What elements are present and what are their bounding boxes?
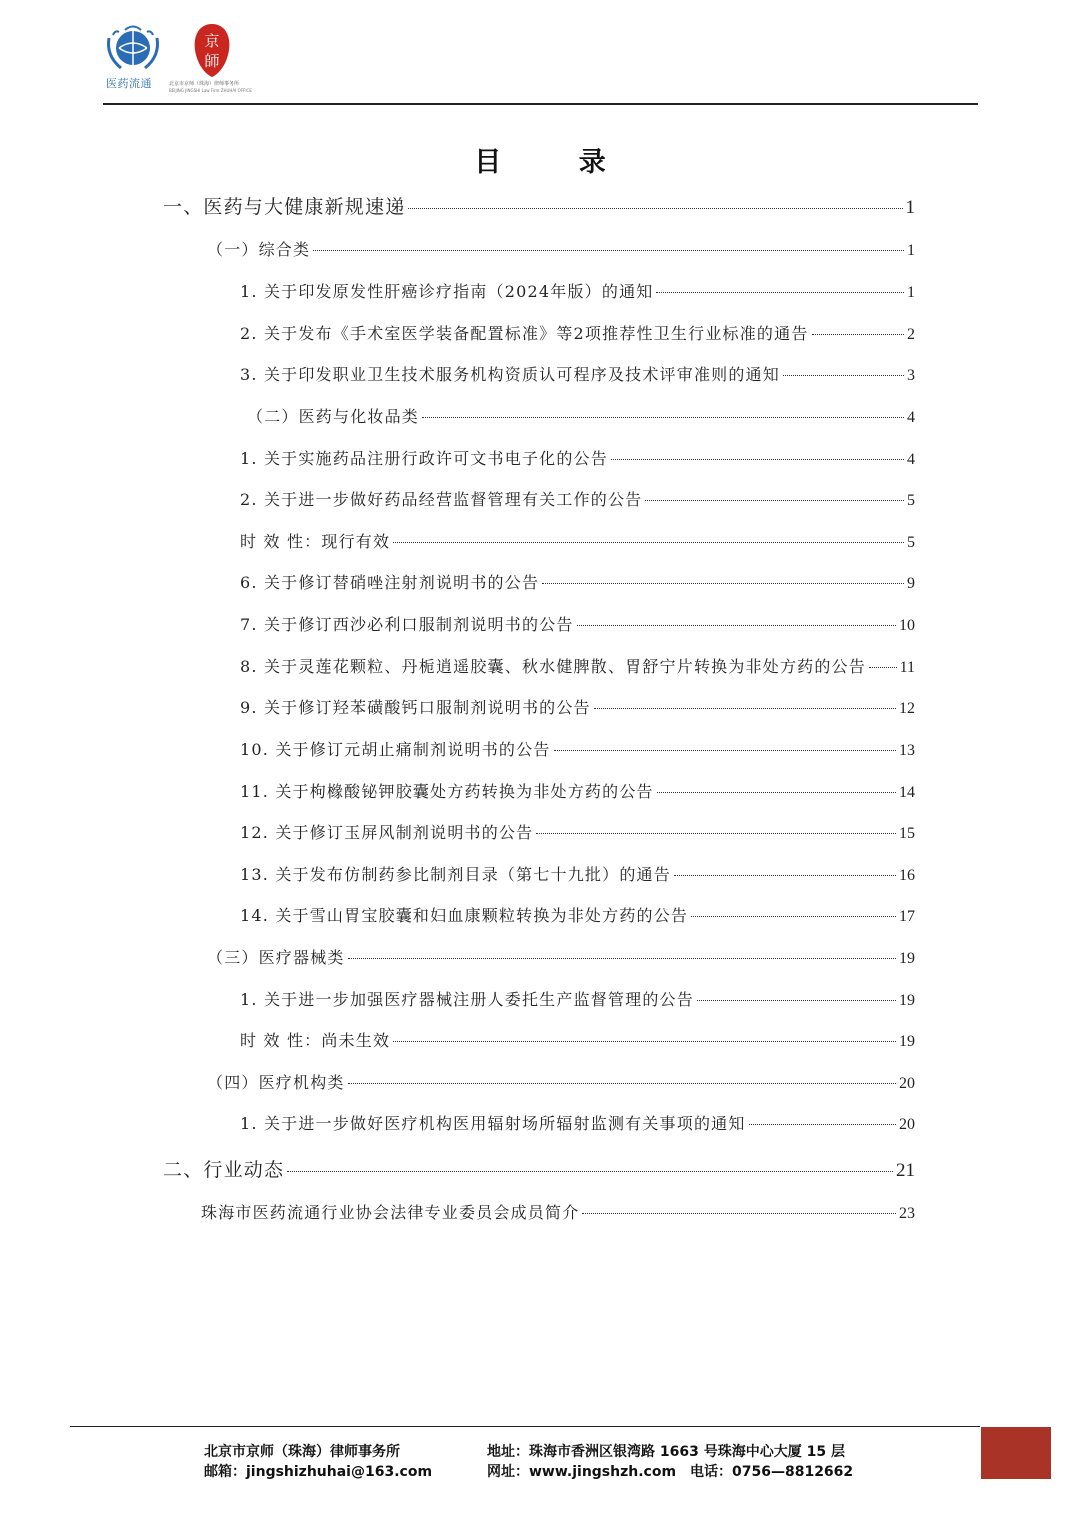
toc-entry[interactable]: [240, 487, 915, 513]
toc-page-number: 19: [899, 950, 915, 967]
toc-entry[interactable]: [207, 945, 915, 971]
toc-page-number: 16: [899, 867, 915, 884]
toc-leader: [594, 708, 896, 709]
toc-leader: [577, 625, 896, 626]
toc-entry-text: 8. 关于灵莲花颗粒、丹栀逍遥胶囊、秋水健脾散、胃舒宁片转换为非处方药的公告: [240, 657, 866, 676]
footer-divider: [70, 1426, 980, 1427]
toc-entry-text: 11. 关于枸橼酸铋钾胶囊处方药转换为非处方药的公告: [240, 782, 654, 801]
toc-page-number: 23: [899, 1205, 915, 1222]
toc-leader: [783, 375, 904, 376]
toc-entry-text: 1. 关于印发原发性肝癌诊疗指南（2024年版）的通知: [240, 282, 654, 301]
toc-entry-text: 10. 关于修订元胡止痛制剂说明书的公告: [240, 740, 551, 759]
toc-leader: [697, 1000, 896, 1001]
toc-page-number: 19: [899, 992, 915, 1009]
toc-entry[interactable]: [163, 192, 915, 218]
toc-entry-text: （四）医疗机构类: [207, 1073, 345, 1092]
toc-entry-text: 一、医药与大健康新规速递: [163, 196, 406, 218]
toc-leader: [422, 417, 904, 418]
toc-leader: [656, 292, 904, 293]
toc-page-number: 1: [907, 284, 915, 301]
toc-leader: [287, 1171, 893, 1172]
toc-entry[interactable]: [247, 404, 915, 430]
toc-entry[interactable]: [240, 362, 915, 388]
toc-leader: [393, 542, 904, 543]
law-firm-seal-icon: [191, 22, 233, 78]
toc-leader: [674, 875, 896, 876]
footer-firm-name: 北京市京师（珠海）律师事务所: [204, 1444, 400, 1460]
toc-page-number: 1: [907, 242, 915, 259]
toc-entry[interactable]: [163, 1155, 915, 1181]
toc-entry[interactable]: [240, 1111, 915, 1137]
footer-website: 网址：www.jingshzh.com: [487, 1464, 677, 1480]
toc-page-number: 4: [907, 451, 915, 468]
toc-entry[interactable]: [240, 654, 915, 680]
toc-page-number: 20: [899, 1075, 915, 1092]
toc-entry[interactable]: [240, 779, 915, 805]
toc-leader: [348, 958, 896, 959]
toc-entry-text: 6. 关于修订替硝唑注射剂说明书的公告: [240, 573, 540, 592]
toc-entry-text: （三）医疗器械类: [207, 948, 345, 967]
toc-entry-text: 时 效 性：尚未生效: [240, 1031, 391, 1050]
toc-leader: [611, 459, 904, 460]
svg-text:師: 師: [204, 52, 220, 70]
toc-entry[interactable]: [207, 1070, 915, 1096]
toc-entry[interactable]: [240, 737, 915, 763]
footer-email: 邮箱：jingshizhuhai@163.com: [204, 1464, 433, 1480]
toc-page-number: 17: [899, 908, 915, 925]
toc-entry-text: 1. 关于进一步做好医疗机构医用辐射场所辐射监测有关事项的通知: [240, 1114, 746, 1133]
toc-entry[interactable]: [240, 612, 915, 638]
toc-entry[interactable]: [240, 987, 915, 1013]
logo-left-text: 医药流通: [106, 77, 152, 90]
toc-entry[interactable]: [240, 446, 915, 472]
toc-leader: [869, 667, 897, 668]
header-divider: [103, 103, 978, 105]
toc-entry[interactable]: [240, 570, 915, 596]
toc-leader: [348, 1083, 896, 1084]
toc-page-number: 21: [896, 1160, 915, 1181]
toc-entry-text: 3. 关于印发职业卫生技术服务机构资质认可程序及技术评审准则的通知: [240, 365, 780, 384]
toc-leader: [657, 792, 896, 793]
toc-entry[interactable]: [201, 1200, 915, 1226]
toc-entry[interactable]: [240, 321, 915, 347]
toc-leader: [582, 1213, 896, 1214]
footer-address: 地址：珠海市香洲区银湾路 1663 号珠海中心大厦 15 层: [487, 1444, 845, 1460]
toc-entry[interactable]: [240, 279, 915, 305]
toc-leader: [542, 583, 904, 584]
toc-entry-text: （二）医药与化妆品类: [247, 407, 420, 426]
toc-title: 目 录: [474, 147, 640, 178]
toc-leader: [408, 208, 902, 209]
toc-page-number: 19: [899, 1033, 915, 1050]
toc-page-number: 5: [907, 534, 915, 551]
toc-entry[interactable]: [240, 820, 915, 846]
toc-entry-text: 12. 关于修订玉屏风制剂说明书的公告: [240, 823, 534, 842]
toc-entry-text: 二、行业动态: [163, 1159, 285, 1181]
toc-entry-text: 13. 关于发布仿制药参比制剂目录（第七十九批）的通告: [240, 865, 671, 884]
toc-entry-text: 2. 关于进一步做好药品经营监督管理有关工作的公告: [240, 490, 643, 509]
toc-leader: [393, 1041, 896, 1042]
toc-leader: [812, 334, 904, 335]
logo-caption-cn: 北京市京师（珠海）律师事务所: [169, 81, 240, 87]
toc-page-number: 1: [905, 197, 915, 218]
toc-page-number: 15: [899, 825, 915, 842]
toc-leader: [749, 1124, 896, 1125]
toc-entry-text: 7. 关于修订西沙必利口服制剂说明书的公告: [240, 615, 574, 634]
toc-entry-text: 时 效 性：现行有效: [240, 532, 391, 551]
footer-phone: 电话：0756—8812662: [690, 1464, 854, 1480]
toc-page-number: 3: [907, 367, 915, 384]
toc-page-number: 2: [907, 326, 915, 343]
toc-entry[interactable]: [207, 237, 915, 263]
toc-entry-text: 14. 关于雪山胃宝胶囊和妇血康颗粒转换为非处方药的公告: [240, 906, 689, 925]
toc-page-number: 9: [907, 575, 915, 592]
toc-page-number: 12: [899, 700, 915, 717]
logo-caption-en: BEIJING JINGSHI Law Firm ZHUHAI OFFICE: [169, 88, 252, 93]
toc-entry[interactable]: [240, 862, 915, 888]
toc-leader: [645, 500, 904, 501]
footer-accent-block: [981, 1427, 1051, 1479]
svg-text:京: 京: [204, 32, 220, 50]
toc-entry[interactable]: [240, 903, 915, 929]
toc-leader: [536, 833, 896, 834]
toc-leader: [313, 250, 904, 251]
toc-leader: [691, 916, 896, 917]
toc-leader: [554, 750, 896, 751]
toc-entry-text: 9. 关于修订羟苯磺酸钙口服制剂说明书的公告: [240, 698, 591, 717]
toc-entry-text: 珠海市医药流通行业协会法律专业委员会成员简介: [201, 1203, 580, 1222]
toc-page-number: 13: [899, 742, 915, 759]
toc-page-number: 20: [899, 1116, 915, 1133]
toc-entry[interactable]: [240, 1028, 915, 1054]
toc-page-number: 5: [907, 492, 915, 509]
toc-entry-text: 1. 关于进一步加强医疗器械注册人委托生产监督管理的公告: [240, 990, 694, 1009]
toc-page-number: 14: [899, 784, 915, 801]
toc-page-number: 10: [899, 617, 915, 634]
toc-entry-text: 1. 关于实施药品注册行政许可文书电子化的公告: [240, 449, 608, 468]
toc-entry[interactable]: [240, 695, 915, 721]
toc-page-number: 4: [907, 409, 915, 426]
toc-entry-text: （一）综合类: [207, 240, 311, 259]
toc-page-number: 11: [899, 659, 915, 676]
toc-entry[interactable]: [240, 529, 915, 555]
page-header: [103, 18, 978, 104]
toc-entry-text: 2. 关于发布《手术室医学装备配置标准》等2项推荐性卫生行业标准的通告: [240, 324, 809, 343]
